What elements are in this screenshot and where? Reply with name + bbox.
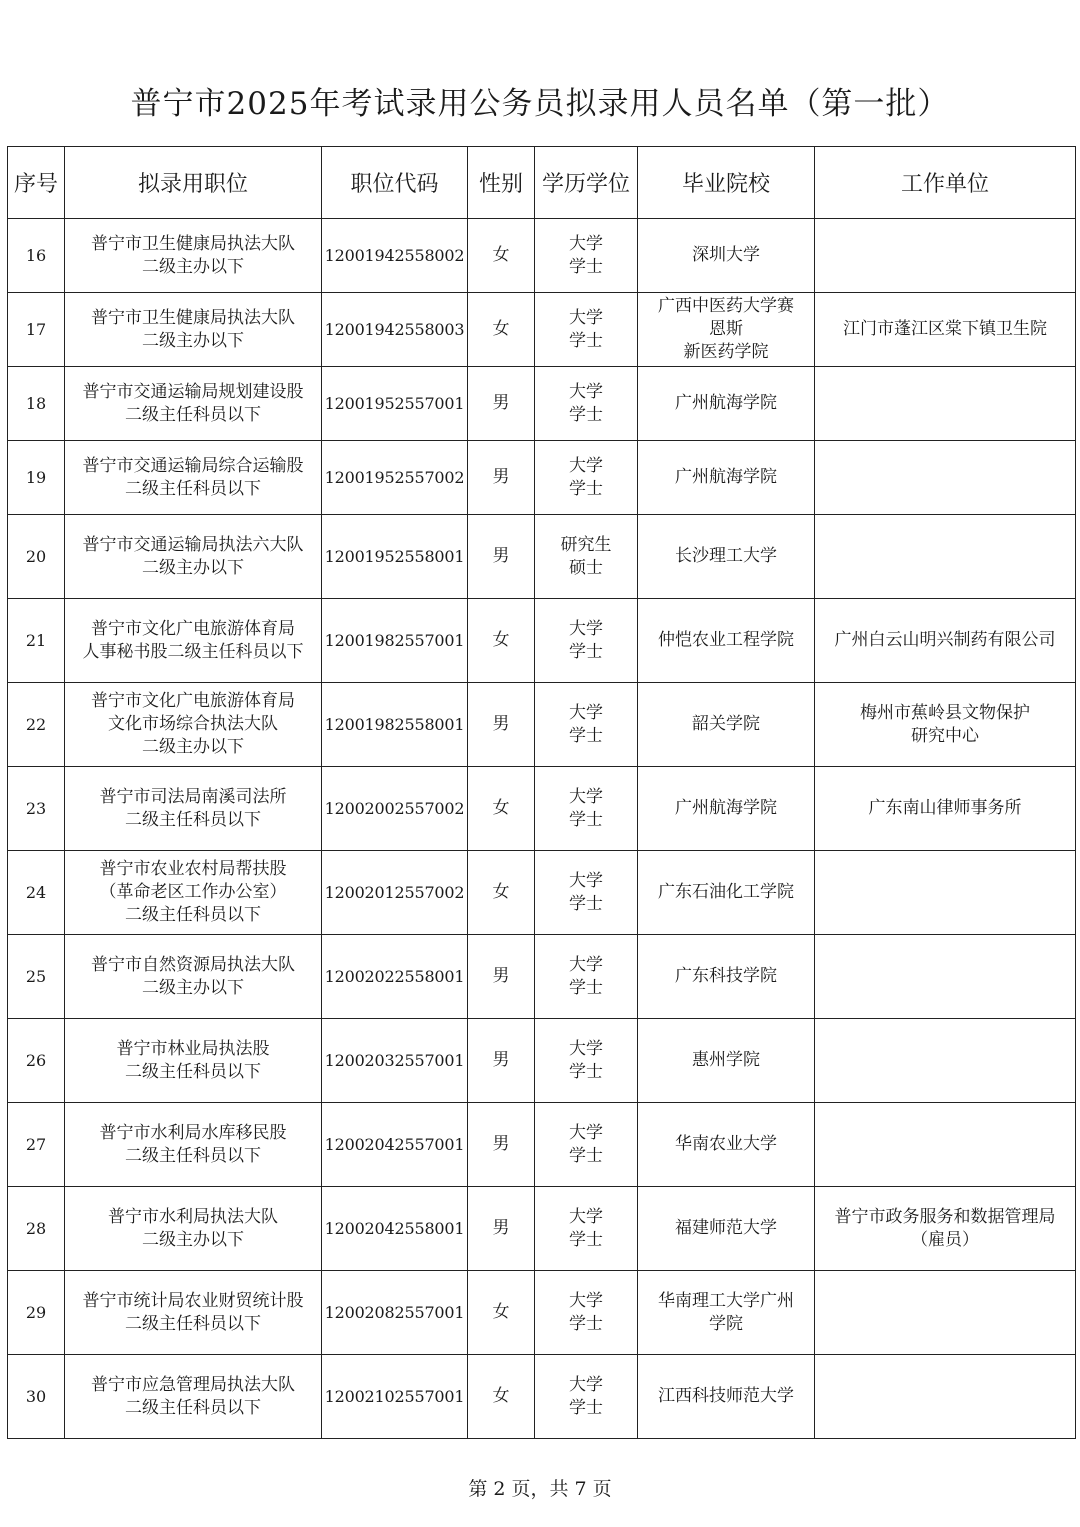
page-footer: 第 2 页，共 7 页 (468, 1478, 612, 1500)
cell-school: 惠州学院 (638, 1019, 815, 1103)
cell-gender: 女 (468, 219, 535, 293)
cell-employer (815, 935, 1076, 1019)
cell-employer: 梅州市蕉岭县文物保护 研究中心 (815, 683, 1076, 767)
cell-degree: 大学 学士 (535, 599, 638, 683)
cell-position: 普宁市农业农村局帮扶股 （革命老区工作办公室） 二级主任科员以下 (65, 851, 322, 935)
header-no: 序号 (8, 147, 65, 219)
cell-degree: 大学 学士 (535, 219, 638, 293)
table-row (8, 515, 1076, 599)
cell-school: 仲恺农业工程学院 (638, 599, 815, 683)
roster-table (7, 146, 1076, 1439)
cell-degree: 大学 学士 (535, 683, 638, 767)
table-row (8, 599, 1076, 683)
cell-position: 普宁市文化广电旅游体育局 文化市场综合执法大队 二级主办以下 (65, 683, 322, 767)
cell-code: 12001982557001 (322, 599, 468, 683)
cell-position: 普宁市水利局执法大队 二级主办以下 (65, 1187, 322, 1271)
cell-position: 普宁市统计局农业财贸统计股 二级主任科员以下 (65, 1271, 322, 1355)
cell-school: 广东科技学院 (638, 935, 815, 1019)
cell-no: 20 (8, 515, 65, 599)
table-row (8, 1271, 1076, 1355)
cell-degree: 大学 学士 (535, 1187, 638, 1271)
cell-employer (815, 219, 1076, 293)
cell-school: 华南农业大学 (638, 1103, 815, 1187)
cell-gender: 男 (468, 935, 535, 1019)
cell-employer (815, 1019, 1076, 1103)
cell-no: 25 (8, 935, 65, 1019)
roster-body (8, 219, 1076, 1439)
cell-degree: 大学 学士 (535, 1019, 638, 1103)
cell-no: 24 (8, 851, 65, 935)
cell-code: 12002102557001 (322, 1355, 468, 1439)
header-code: 职位代码 (322, 147, 468, 219)
cell-position: 普宁市林业局执法股 二级主任科员以下 (65, 1019, 322, 1103)
cell-gender: 女 (468, 767, 535, 851)
table-row (8, 1019, 1076, 1103)
cell-gender: 女 (468, 293, 535, 367)
cell-employer (815, 441, 1076, 515)
cell-no: 21 (8, 599, 65, 683)
cell-degree: 大学 学士 (535, 1355, 638, 1439)
cell-no: 18 (8, 367, 65, 441)
cell-code: 12001952557002 (322, 441, 468, 515)
cell-no: 30 (8, 1355, 65, 1439)
cell-no: 29 (8, 1271, 65, 1355)
cell-school: 广州航海学院 (638, 767, 815, 851)
cell-gender: 女 (468, 851, 535, 935)
cell-gender: 男 (468, 367, 535, 441)
cell-school: 韶关学院 (638, 683, 815, 767)
header-employer: 工作单位 (815, 147, 1076, 219)
cell-gender: 女 (468, 1355, 535, 1439)
cell-degree: 大学 学士 (535, 1271, 638, 1355)
cell-degree: 大学 学士 (535, 441, 638, 515)
cell-employer (815, 851, 1076, 935)
table-row (8, 293, 1076, 367)
cell-gender: 女 (468, 1271, 535, 1355)
cell-code: 12002012557002 (322, 851, 468, 935)
header-position: 拟录用职位 (65, 147, 322, 219)
header-degree: 学历学位 (535, 147, 638, 219)
table-row (8, 1103, 1076, 1187)
cell-no: 26 (8, 1019, 65, 1103)
cell-code: 12001942558003 (322, 293, 468, 367)
cell-gender: 女 (468, 599, 535, 683)
cell-school: 广东石油化工学院 (638, 851, 815, 935)
cell-no: 16 (8, 219, 65, 293)
cell-employer: 广州白云山明兴制药有限公司 (815, 599, 1076, 683)
cell-position: 普宁市水利局水库移民股 二级主任科员以下 (65, 1103, 322, 1187)
cell-school: 深圳大学 (638, 219, 815, 293)
header-school: 毕业院校 (638, 147, 815, 219)
cell-degree: 大学 学士 (535, 367, 638, 441)
cell-code: 12002042558001 (322, 1187, 468, 1271)
cell-position: 普宁市交通运输局综合运输股 二级主任科员以下 (65, 441, 322, 515)
table-row (8, 441, 1076, 515)
cell-gender: 男 (468, 441, 535, 515)
cell-position: 普宁市卫生健康局执法大队 二级主办以下 (65, 293, 322, 367)
table-row (8, 219, 1076, 293)
cell-position: 普宁市自然资源局执法大队 二级主办以下 (65, 935, 322, 1019)
cell-no: 22 (8, 683, 65, 767)
header-gender: 性别 (468, 147, 535, 219)
table-row (8, 1187, 1076, 1271)
page-title: 普宁市2025年考试录用公务员拟录用人员名单（第一批） (130, 86, 950, 122)
cell-code: 12001952557001 (322, 367, 468, 441)
cell-employer: 江门市蓬江区棠下镇卫生院 (815, 293, 1076, 367)
cell-employer: 普宁市政务服务和数据管理局 （雇员） (815, 1187, 1076, 1271)
cell-position: 普宁市应急管理局执法大队 二级主任科员以下 (65, 1355, 322, 1439)
cell-no: 27 (8, 1103, 65, 1187)
cell-degree: 大学 学士 (535, 293, 638, 367)
cell-no: 23 (8, 767, 65, 851)
table-row (8, 1355, 1076, 1439)
cell-no: 17 (8, 293, 65, 367)
cell-code: 12002032557001 (322, 1019, 468, 1103)
cell-position: 普宁市交通运输局执法六大队 二级主办以下 (65, 515, 322, 599)
cell-employer (815, 1103, 1076, 1187)
cell-employer (815, 1355, 1076, 1439)
cell-degree: 研究生 硕士 (535, 515, 638, 599)
cell-gender: 男 (468, 683, 535, 767)
table-row (8, 367, 1076, 441)
cell-school: 长沙理工大学 (638, 515, 815, 599)
table-row (8, 683, 1076, 767)
cell-position: 普宁市卫生健康局执法大队 二级主办以下 (65, 219, 322, 293)
cell-gender: 男 (468, 1019, 535, 1103)
table-row (8, 851, 1076, 935)
header-row (8, 147, 1076, 219)
cell-position: 普宁市文化广电旅游体育局 人事秘书股二级主任科员以下 (65, 599, 322, 683)
cell-employer (815, 515, 1076, 599)
cell-degree: 大学 学士 (535, 935, 638, 1019)
cell-school: 广西中医药大学赛 恩斯 新医药学院 (638, 293, 815, 367)
cell-school: 华南理工大学广州 学院 (638, 1271, 815, 1355)
cell-school: 广州航海学院 (638, 367, 815, 441)
cell-degree: 大学 学士 (535, 851, 638, 935)
cell-gender: 男 (468, 515, 535, 599)
cell-employer: 广东南山律师事务所 (815, 767, 1076, 851)
cell-degree: 大学 学士 (535, 1103, 638, 1187)
cell-employer (815, 1271, 1076, 1355)
table-row (8, 767, 1076, 851)
cell-code: 12002042557001 (322, 1103, 468, 1187)
table-row (8, 935, 1076, 1019)
cell-gender: 男 (468, 1187, 535, 1271)
cell-position: 普宁市司法局南溪司法所 二级主任科员以下 (65, 767, 322, 851)
cell-code: 12001952558001 (322, 515, 468, 599)
cell-employer (815, 367, 1076, 441)
cell-code: 12002022558001 (322, 935, 468, 1019)
cell-no: 19 (8, 441, 65, 515)
cell-school: 福建师范大学 (638, 1187, 815, 1271)
cell-code: 12002082557001 (322, 1271, 468, 1355)
cell-position: 普宁市交通运输局规划建设股 二级主任科员以下 (65, 367, 322, 441)
cell-code: 12002002557002 (322, 767, 468, 851)
cell-no: 28 (8, 1187, 65, 1271)
cell-gender: 男 (468, 1103, 535, 1187)
cell-code: 12001942558002 (322, 219, 468, 293)
cell-code: 12001982558001 (322, 683, 468, 767)
cell-school: 江西科技师范大学 (638, 1355, 815, 1439)
cell-school: 广州航海学院 (638, 441, 815, 515)
cell-degree: 大学 学士 (535, 767, 638, 851)
